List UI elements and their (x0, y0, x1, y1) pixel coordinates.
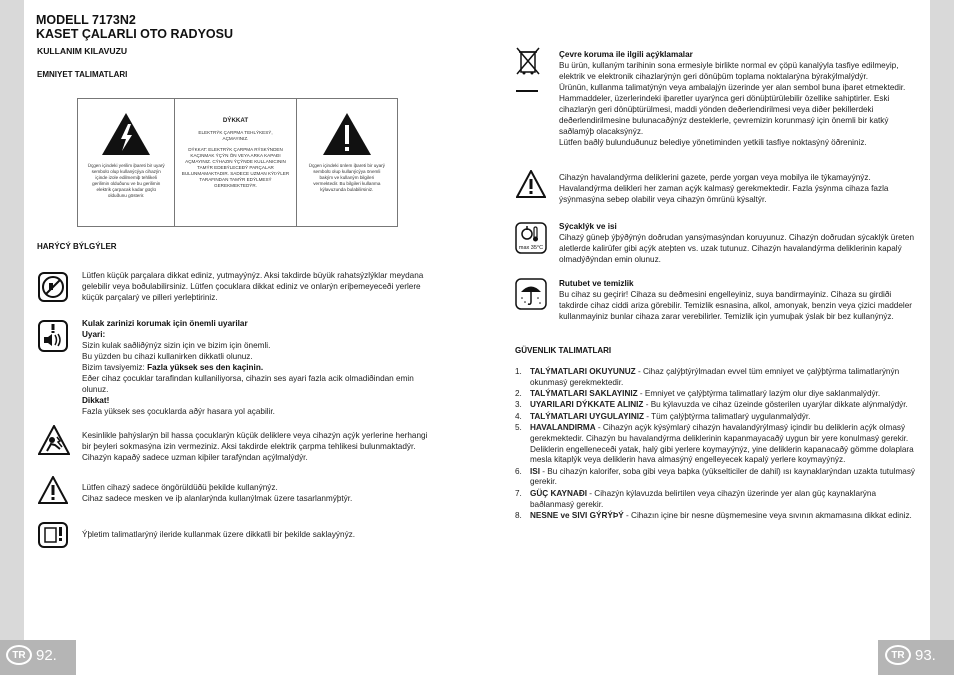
caution-shock: ELEKTRÝK ÇARPMA TEHLÝKESÝ, AÇMAYINIZ. (198, 130, 273, 141)
thermometer-icon (515, 222, 547, 254)
right-side-bar (930, 0, 954, 675)
hearing-line-1: Sizin kulak saðliðýnýz sizin için ve bizim için önemli. (82, 341, 271, 350)
hearing-warning-icon (38, 320, 68, 352)
hearing-line-6: Fazla yüksek ses çocuklarda aðýr hasara yol açabilir. (82, 407, 275, 416)
hearing-warning: Uyari: (82, 330, 106, 339)
exclamation-warning-icon (321, 111, 373, 157)
caution-detail: DÝKKAT: ELEKTRÝK ÇARPMA RÝSKÝNDEN KAÇINMAK ÝÇÝN ÖN VEYA ARKA KAPAÐI AÇMAYINIZ. CÝHAZIN ÝÇÝNDE KULLANICININ TAMÝR EDEBÝLECEÐÝ PARÇALAR BULUNMAMAKTADIR. SADECE UZMAN KÝÞÝLER TARAFINDAN TAMÝR EDÝLMESÝ GEREKMEKTEDÝR. (181, 147, 290, 188)
ventilation-warning-icon (516, 170, 546, 198)
list-item: 6. ISI - Bu cihazýn kalorifer, soba gibi veya baþka (yükselticiler de dahil) ısı kaynaklarýndan uzakta tutulmasý gerekir. (515, 466, 916, 487)
temp-block (559, 221, 919, 265)
page-number-text: 93. (915, 646, 936, 664)
right-page-number (885, 645, 936, 665)
use-text: Lütfen cihazý sadece öngörüldüðü þekilde kullanýnýz. Cihaz sadece mesken ve iþ alanlarýnda kullanýlmak üzere tasarlanmýþtýr. (82, 483, 353, 503)
caution-col-lightning (78, 99, 175, 226)
hearing-advice: Fazla yüksek ses den kaçinin. (147, 363, 264, 372)
caution-col-exclamation (297, 99, 397, 226)
env-block (559, 49, 919, 148)
product-title: KASET ÇALARLI OTO RADYOSU (36, 27, 233, 41)
safety-instructions-heading: GÜVENLIK TALIMATLARI (515, 346, 612, 355)
hearing-advice-label: Bizim tavsiyemiz: (82, 363, 148, 372)
document-title (36, 13, 233, 41)
caution-table (77, 98, 398, 227)
manual-book-icon (38, 522, 68, 548)
moisture-block (559, 278, 919, 322)
safety-heading: EMNIYET TALIMATLARI (37, 70, 128, 79)
moisture-icon (515, 278, 547, 310)
list-item: 8. NESNE ve SIVI GÝRÝÞÝ - Cihazın içine bir nesne düşmemesine veya sıvının akmamasına dikkat ediniz. (515, 510, 912, 520)
left-side-bar (0, 0, 24, 675)
page-number-text: 92. (36, 646, 57, 664)
weee-bin-icon (515, 46, 541, 80)
list-item: 2. TALÝMATLARI SAKLAYINIZ - Emniyet ve çalýþtýrma talimatlarý lazým olur diye saklanmalýdýr. (515, 389, 881, 399)
moisture-text: Bu cihaz su geçirir! Cihaza su deðmesini engelleyiniz, suya bandirmayiniz. Cihaza su girdiði takdirde cihaz ciddi ariza görebilir. Temizlik esnasina, alkol, amonyak, benzin veya çizici maddeler kullanmayiniz bunlar cihaza zarar verebilirler. Temizlik için yumuþak ýslak bir bez kullanýnýz. (559, 290, 912, 321)
lightning-description: Üçgen içindeki yerilim iþareti bir uyarý sembolü olup kullanýcýya cihazýn içinde izole edilmemiþ tehlikeli gerilimin olduðunu ve bu gerilimin elektrik çarpacak kadar güçlü olduðunu gösterir. (87, 163, 165, 198)
children-text: Kesinlikle þahýslarýn bil hassa çocuklarýn küçük deliklere veya cihazýn açýk yerlerine herhangi bir þeyleri sokmasýna izin vermeziniz. Aksi takdirde elektrik çarpma tehlikesi bulunmaktadýr. Cihazýn kapaðý sadece uzman kiþiler tarafýndan açýlmalýdýr. (82, 431, 428, 462)
caution-col-text (175, 99, 296, 226)
vent-text: Cihazýn havalandýrma deliklerini gazete, perde yorgan veya mobilya ile týkamayýnýz. Havalandýrma delikleri her zaman açýk kalmasý gerekmektedir. Fazla ýsýnma cihaza fazla ýsýnmasýna sebep olabilir veya cihazýn ömrünü kýsaltýr. (559, 173, 889, 204)
max-temp-label: max 35°C (518, 245, 544, 251)
list-item: 1. TALÝMATLARI OKUYUNUZ - Cihaz çalýþtýrýlmadan evvel tüm emniyet ve çalýþtýrma talimatlarýnýn okunmasý gerekmektedir. (515, 367, 900, 387)
moisture-title: Rutubet ve temizlik (559, 279, 634, 288)
keep-text: Ýþletim talimatlarýný ileride kullanmak üzere dikkatli bir þekilde saklayýnýz. (82, 530, 356, 539)
model-title: MODELL 7173N2 (36, 13, 136, 27)
left-page-number (6, 645, 57, 665)
language-badge: TR (6, 645, 32, 665)
no-small-parts-icon (38, 272, 68, 302)
manual-heading: KULLANIM KILAVUZU (37, 46, 128, 56)
hearing-line-4: Eðer cihaz çocuklar tarafindan kullaniliyorsa, cihazin ses ayari fazla acik olmadiðindan emin olunuz. (82, 374, 414, 394)
weee-bar (516, 90, 538, 92)
list-item: 5. HAVALANDIRMA - Cihazýn açýk kýsýmlarý cihazýn havalandýrýlmasý içindir bu deliklerin açýk olmasý gerekmektedir. Cihazýn bu havalandýrma deliklerinin kapanmayacaðý uygun bir yere konulmasý gerekir. Deliklerin engelleneceði yatak, halý gibi yerlere koymayýnýz, yine deliklerin kapanacaðý gömme dolaplara mesla kitaplýk veya deliklerin hava almasýný engelleyecek kapalý yerlere koymayýnýz. (515, 422, 914, 465)
language-badge: TR (885, 645, 911, 665)
list-item: 3. UYARILARI DÝKKATE ALINIZ - Bu kýlavuzda ve cihaz üzeinde gösterilen uyarýlar dikkate alýnmalýdýr. (515, 400, 908, 410)
lightning-warning-icon (100, 111, 152, 157)
safety-list (515, 367, 915, 522)
temp-text: Cihazý güneþ ýþýðýnýn doðrudan yansýmasýndan koruyunuz. Cihazýn doðrudan sýcaklýk üreten aletlerde kalirüfer gibi açýk ateþten vs. uzak tutunuz. Cihazýn havalandýrma deliklerinin kapalý olmadýðýndan emin olunuz. (559, 233, 915, 264)
caution-icon (38, 476, 68, 504)
list-item: 4. TALÝMATLARI UYGULAYINIZ - Tüm çalýþtýrma talimatlarý uygulanmalýdýr. (515, 411, 811, 421)
hearing-title: Kulak zarinizi korumak için önemli uyarilar (82, 319, 248, 328)
hearing-block (82, 318, 432, 417)
child-shock-warning-icon (38, 425, 70, 455)
temp-title: Sýcaklýk ve isi (559, 222, 617, 231)
hearing-line-2: Bu yüzden bu cihazi kullanirken dikkatli olunuz. (82, 352, 253, 361)
caution-title: DÝKKAT (222, 117, 249, 124)
list-item: 7. GÜÇ KAYNAÐI - Cihazýn kýlavuzda belirtilen veya cihazýn üzerinde yer alan güç kaynaklarýna baðlanmasý gerekir. (515, 488, 877, 509)
warnings-heading: HARÝCÝ BÝLGÝLER (37, 242, 117, 251)
env-title: Çevre koruma ile ilgili açýklamalar (559, 50, 693, 59)
exclamation-description: Üçgen içindeki ünlem iþareti bir uyarý sembolü olup kullanýcýya önemli bakým ve kullaným bilgileri vermektedir. Bu bilgileri kullanma kýlavuzunda bulabilirsiniz. (308, 163, 385, 192)
env-text: Bu ürün, kullaným tarihinin sona ermesiyle birlikte normal ev çöpü kanalýyla tasfiye edilmeyip, elektrik ve elektronik cihazlarýnýn geri dönüþüm toplama noktalarýna býrakýlmalýdýr. Ürünün, kullanma talimatýnýn veya ambalajýn üzerinde yer alan sembol buna iþaret etmektedir. Hammaddeler, üzerlerindeki iþaretler uyarýnca geri dönüþtürülebilir özellike sahiptirler. Eski cihazlarýn geri dönüþtürülmesi, maddi yönden deðerlendirilmesi veya diðer þekillerdeki deðerlendirilmesine bulunacaðýnýz desteklerle, çevremizin korunmasý için önemli bir katký saðlamýþ olacaksýnýz. Lütfen baðlý bulunduðunuz belediye yönetiminden yetkili tasfiye noktasýný öðreniniz. (559, 61, 906, 147)
small-parts-text: Lütfen küçük parçalara dikkat ediniz, yutmayýnýz. Aksi takdirde büyük rahatsýzlýklar meydana gelebilir veya boðulabilirsiniz. Lütfen çocuklara dikkat ediniz ve onlarýn eriþemeyeceði yerlere küçük parçalarý ve pilleri yerleþtiriniz. (82, 271, 424, 302)
hearing-caution: Dikkat! (82, 396, 110, 405)
